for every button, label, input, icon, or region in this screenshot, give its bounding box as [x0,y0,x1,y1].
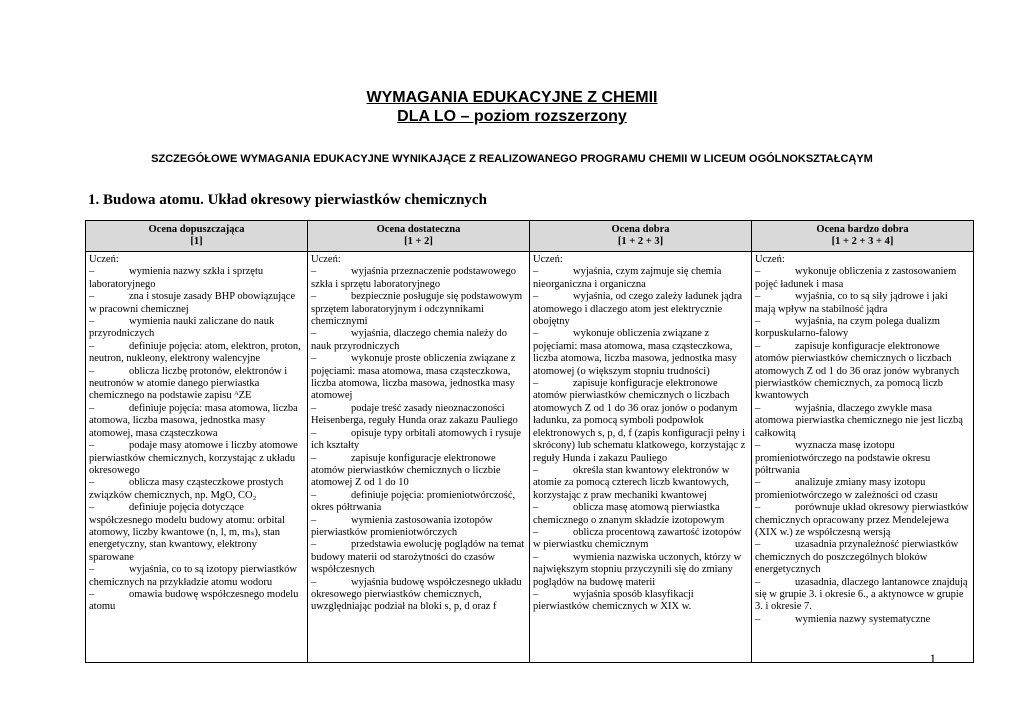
requirement-text: zapisuje konfiguracje elektronowe atomów pierwiastków chemicznych o liczbie atomowej Z od 1 do 10 [311,452,501,489]
requirement-item [755,403,970,440]
requirement-text: wyjaśnia, na czym polega dualizm korpuskularno-falowy [755,316,940,340]
requirement-text: bezpiecznie posługuje się podstawowym sprzętem laboratoryjnym i odczynnikami chemicznymi [311,291,523,328]
requirement-text: wykonuje obliczenia z zastosowaniem pojęć ładunek i masa [755,266,957,290]
requirement-item [89,403,304,440]
requirement-item [311,291,526,328]
requirement-text: wyjaśnia budowę współczesnego układu okresowego pierwiastków chemicznych, uwzględniając podział na bloki s, p, d oraz f [311,576,522,613]
requirement-item [755,316,970,341]
bullet-dash: – [89,340,95,352]
requirement-item [89,316,304,341]
requirement-item [533,527,748,552]
bullet-dash: – [533,291,539,303]
requirement-text: oblicza procentową zawartość izotopów w pierwiastku chemicznym [533,526,742,551]
bullet-dash: – [533,378,539,390]
bullet-dash: – [89,316,95,328]
col-header-level: [1 + 2 + 3 + 4] [831,236,894,247]
bullet-dash: – [311,291,317,303]
requirement-text: wyjaśnia, dlaczego chemia należy do nauk przyrodniczych [311,328,507,352]
requirement-item [533,328,748,378]
col-header-level: [1] [190,236,203,247]
bullet-dash: – [89,266,95,278]
requirement-item [533,502,748,527]
requirement-item [89,440,304,477]
bullet-dash: – [755,291,761,303]
requirement-item [89,366,304,403]
requirement-text: uzasadnia przynależność pierwiastków chemicznych do poszczególnych bloków energetycznych [755,539,959,576]
requirement-item [89,502,304,564]
requirement-text: zapisuje konfiguracje elektronowe atomów pierwiastków chemicznych o liczbach atomowych Z od 1 do 36 oraz jonów wybranych pierwiastków chemicznych, za pomocą liczb kwantowych [755,340,960,402]
requirement-text: podaje masy atomowe i liczby atomowe pierwiastków chemicznych, korzystając z układu okresowego [89,440,298,476]
requirement-text: wymienia nauki zaliczane do nauk przyrodniczych [89,316,275,340]
requirement-text: definiuje pojęcia: promieniotwórczość, okres półtrwania [311,489,516,514]
requirement-item [89,589,304,614]
requirement-text: definiuje pojęcia: masa atomowa, liczba atomowa, liczba masowa, jednostka masy atomowej, masa cząsteczkowa [89,402,298,439]
bullet-dash: – [311,576,317,588]
requirement-text: wyjaśnia sposób klasyfikacji pierwiastków chemicznych w XIX w. [533,588,694,613]
requirement-item [311,490,526,515]
col-header-name: Ocena dopuszczająca [148,224,245,235]
requirement-item [311,428,526,453]
requirement-item [89,266,304,291]
requirement-item [533,589,748,614]
requirement-text: wymienia nazwiska uczonych, którzy w największym stopniu przyczynili się do zmiany poglądów na budowę materii [533,551,742,588]
requirement-item [755,477,970,502]
intro-label: Uczeń: [755,254,785,265]
bullet-dash: – [89,477,95,489]
requirement-item [533,266,748,291]
requirement-item [89,477,304,502]
requirement-text: wyjaśnia przeznaczenie podstawowego szkła i sprzętu laboratoryjnego [311,266,517,290]
col-header-name: Ocena dobra [611,224,670,235]
requirement-item [311,328,526,353]
intro-label: Uczeń: [533,254,563,265]
requirement-text: oblicza masę atomową pierwiastka chemicznego o znanym składzie izotopowym [533,502,725,526]
intro-label: Uczeń: [89,254,119,265]
requirement-text: analizuje zmiany masy izotopu promieniotwórczego w zależności od czasu [755,477,938,501]
bullet-dash: – [533,526,539,538]
requirement-item [89,564,304,589]
document-subtitle-level: DLA LO – poziom rozszerzony [397,108,627,125]
requirement-item [533,552,748,589]
requirements-table [85,220,974,663]
bullet-dash: – [311,328,317,340]
requirement-item [311,515,526,540]
col-header-2 [308,221,530,252]
section-title: 1. Budowa atomu. Układ okresowy pierwiastków chemicznych [88,192,487,208]
requirement-item [89,291,304,316]
requirement-text: zapisuje konfiguracje elektronowe atomów pierwiastków chemicznych o liczbach atomowych Z od 1 do 36 oraz jonów o podanym ładunku, za pomocą symboli podpowłok elektronowych s, p, d, f (zapis konfiguracji pełny i skrócony) lub schematu klatkowego, korzystając z reguły Hunda i zakazu Pauliego [533,378,746,464]
requirements-heading: SZCZEGÓŁOWE WYMAGANIA EDUKACYJNE WYNIKAJĄCE Z REALIZOWANEGO PROGRAMU CHEMII W LICEUM OGÓLNOKSZTAŁCĄYM [151,153,873,165]
bullet-dash: – [755,440,761,452]
requirement-text: wyjaśnia, od czego zależy ładunek jądra atomowego i dlaczego atom jest elektrycznie obojętny [533,291,743,328]
table-row [86,252,974,663]
bullet-dash: – [311,489,317,501]
intro-label: Uczeń: [311,254,341,265]
col-header-name: Ocena bardzo dobra [816,224,909,235]
requirement-item [755,291,970,316]
bullet-dash: – [755,316,761,328]
bullet-dash: – [755,539,761,551]
requirement-text: wykonuje obliczenia związane z pojęciami: masa atomowa, masa cząsteczkowa, liczba atomowa, liczba masowa, jednostka masy atomowej (o większym stopniu trudności) [533,328,737,377]
grade-cell [530,252,752,663]
document-title: WYMAGANIA EDUKACYJNE Z CHEMII [366,89,658,106]
requirement-text: wyjaśnia, co to są siły jądrowe i jaki mają wpływ na stabilność jądra [755,291,948,315]
requirement-text: zna i stosuje zasady BHP obowiązujące w pracowni chemicznej [89,291,296,315]
bullet-dash: – [311,452,317,464]
requirement-text: wymienia nazwy systematyczne [795,613,931,625]
requirement-text: wymienia nazwy szkła i sprzętu laboratoryjnego [89,266,264,290]
requirement-item [755,341,970,403]
bullet-dash: – [533,266,539,278]
requirement-text: wykonuje proste obliczenia związane z pojęciami: masa atomowa, masa cząsteczkowa, liczba atomowa, liczba masowa, jednostka masy atomowej [311,353,516,402]
bullet-dash: – [89,440,95,452]
bullet-dash: – [89,291,95,303]
bullet-dash: – [311,427,317,439]
bullet-dash: – [755,613,761,625]
requirement-item [533,291,748,328]
requirement-text: wyjaśnia, co to są izotopy pierwiastków chemicznych na przykładzie atomu wodoru [89,564,297,588]
requirement-text: uzasadnia, dlaczego lantanowce znajdują się w grupie 3. i okresie 6., a aktynowce w grupie 3. i okresie 7. [755,576,968,613]
bullet-dash: – [755,266,761,278]
requirement-item [311,353,526,403]
bullet-dash: – [533,328,539,340]
requirement-text: oblicza liczbę protonów, elektronów i neutronów w atomie danego pierwiastka chemicznego na podstawie zapisu ᴬZE [89,365,288,402]
bullet-dash: – [89,588,95,600]
table-header-row [86,221,974,252]
requirement-text: podaje treść zasady nieoznaczoności Heisenberga, reguły Hunda oraz zakazu Pauliego [311,402,518,427]
requirement-item [311,453,526,490]
requirement-item [311,403,526,428]
bullet-dash: – [89,564,95,576]
grade-cell [308,252,530,663]
requirement-item [89,341,304,366]
requirement-item [755,614,970,626]
page-number: 1 [929,651,936,666]
requirement-text: oblicza masy cząsteczkowe prostych związków chemicznych, np. MgO, CO₂ [89,477,284,501]
bullet-dash: – [311,539,317,551]
bullet-dash: – [533,551,539,563]
requirement-item [755,539,970,576]
bullet-dash: – [755,402,761,414]
requirement-text: przedstawia ewolucję poglądów na temat budowy materii od starożytności do czasów współczesnych [311,539,525,576]
grade-cell [752,252,974,663]
bullet-dash: – [755,340,761,352]
requirement-text: wyjaśnia, dlaczego zwykle masa atomowa pierwiastka chemicznego nie jest liczbą całkowitą [755,402,963,439]
requirement-text: określa stan kwantowy elektronów w atomie za pomocą czterech liczb kwantowych, korzystając z praw mechaniki kwantowej [533,464,730,501]
requirement-item [533,465,748,502]
col-header-3 [530,221,752,252]
requirement-text: opisuje typy orbitali atomowych i rysuje ich kształty [311,427,522,452]
requirement-item [311,577,526,614]
bullet-dash: – [755,502,761,514]
col-header-level: [1 + 2 + 3] [617,236,664,247]
bullet-dash: – [533,588,539,600]
requirement-text: wyjaśnia, czym zajmuje się chemia nieorganiczna i organiczna [533,266,722,290]
grade-cell [86,252,308,663]
requirement-item [755,502,970,539]
bullet-dash: – [755,576,761,588]
bullet-dash: – [89,402,95,414]
bullet-dash: – [533,502,539,514]
bullet-dash: – [89,502,95,514]
bullet-dash: – [533,464,539,476]
requirement-item [755,577,970,614]
requirement-text: wymienia zastosowania izotopów pierwiastków promieniotwórczych [311,514,493,538]
col-header-name: Ocena dostateczna [376,224,461,235]
requirement-text: wyznacza masę izotopu promieniotwórczego na podstawie okresu półtrwania [755,440,931,476]
requirement-item [755,266,970,291]
requirement-item [533,378,748,465]
col-header-4 [752,221,974,252]
col-header-1 [86,221,308,252]
col-header-level: [1 + 2] [404,236,433,247]
requirement-text: definiuje pojęcia dotyczące współczesnego modelu budowy atomu: orbital atomowy, liczby kwantowe (n, l, m, mₛ), stan energetyczny, stan kwantowy, elektrony sparowane [89,502,285,563]
requirement-text: omawia budowę współczesnego modelu atomu [89,588,299,613]
bullet-dash: – [89,365,95,377]
bullet-dash: – [311,514,317,526]
bullet-dash: – [755,477,761,489]
bullet-dash: – [311,353,317,365]
bullet-dash: – [311,266,317,278]
requirement-item [311,266,526,291]
requirement-text: definiuje pojęcia: atom, elektron, proton, neutron, nukleony, elektrony walencyjne [89,340,301,365]
bullet-dash: – [311,402,317,414]
requirement-item [755,440,970,477]
requirement-text: porównuje układ okresowy pierwiastków chemicznych opracowany przez Mendelejewa (XIX w.) ze współczesną wersją [755,502,969,538]
requirement-item [311,539,526,576]
